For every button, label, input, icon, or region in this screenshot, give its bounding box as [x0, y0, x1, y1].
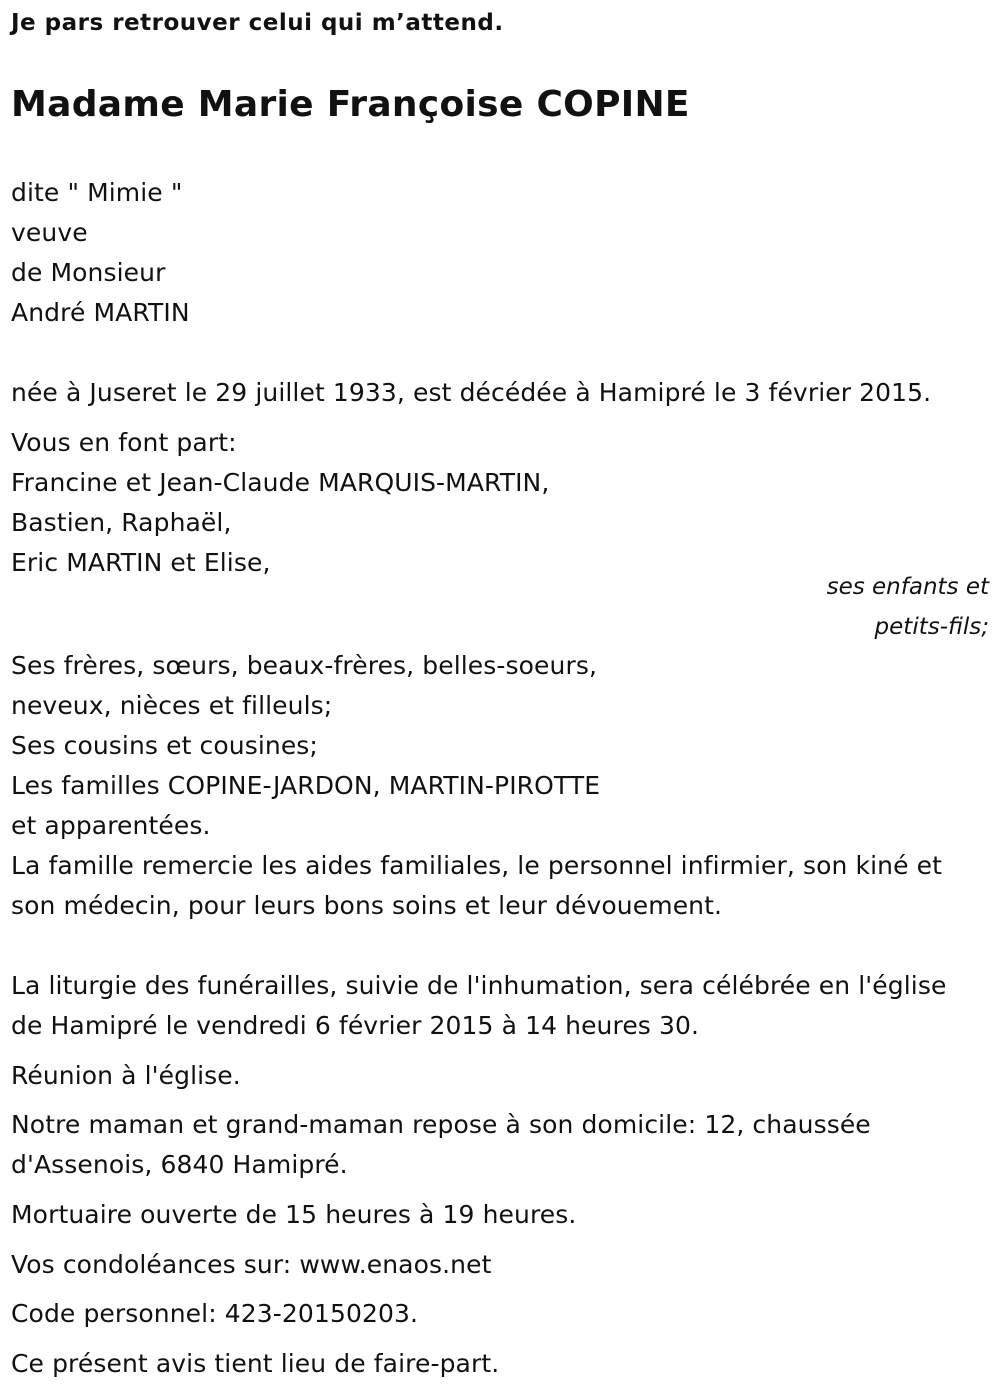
liturgy-line-1: La liturgie des funérailles, suivie de l'inhumation, sera célébrée en l'église [11, 971, 947, 1000]
rest-line-1: Notre maman et grand-maman repose à son domicile: 12, chaussée [11, 1110, 871, 1139]
personal-code-line: Code personnel: 423-20150203. [11, 1299, 419, 1328]
rest-line-2: d'Assenois, 6840 Hamipré. [11, 1150, 348, 1179]
announce-family-3: Eric MARTIN et Elise, [11, 548, 271, 577]
announce-family-2: Bastien, Raphaël, [11, 508, 232, 537]
family-line-3: Ses cousins et cousines; [11, 731, 318, 760]
meeting-line: Réunion à l'église. [11, 1061, 241, 1090]
nickname-line: dite " Mimie " [11, 178, 183, 207]
announce-family-1: Francine et Jean-Claude MARQUIS-MARTIN, [11, 468, 550, 497]
relation-line-2: petits-fils; [874, 614, 989, 640]
family-line-4: Les familles COPINE-JARDON, MARTIN-PIROTTE [11, 771, 601, 800]
thanks-line-1: La famille remercie les aides familiales, le personnel infirmier, son kiné et [11, 851, 942, 880]
thanks-line-2: son médecin, pour leurs bons soins et leur dévouement. [11, 891, 723, 920]
announce-intro: Vous en font part: [11, 428, 237, 457]
widow-line: veuve [11, 218, 88, 247]
epigraph: Je pars retrouver celui qui m’attend. [11, 10, 504, 36]
family-line-2: neveux, nièces et filleuls; [11, 691, 333, 720]
condolences-line: Vos condoléances sur: www.enaos.net [11, 1250, 492, 1279]
mortuary-line: Mortuaire ouverte de 15 heures à 19 heures. [11, 1200, 577, 1229]
deceased-name-title: Madame Marie Françoise COPINE [11, 84, 690, 125]
notice-line: Ce présent avis tient lieu de faire-part. [11, 1349, 500, 1378]
family-line-1: Ses frères, sœurs, beaux-frères, belles-soeurs, [11, 651, 598, 680]
spouse-name-line: André MARTIN [11, 298, 190, 327]
relation-line-1: ses enfants et [826, 574, 989, 600]
spouse-prefix-line: de Monsieur [11, 258, 166, 287]
family-line-5: et apparentées. [11, 811, 211, 840]
birth-death-line: née à Juseret le 29 juillet 1933, est décédée à Hamipré le 3 février 2015. [11, 378, 932, 407]
liturgy-line-2: de Hamipré le vendredi 6 février 2015 à 14 heures 30. [11, 1011, 700, 1040]
